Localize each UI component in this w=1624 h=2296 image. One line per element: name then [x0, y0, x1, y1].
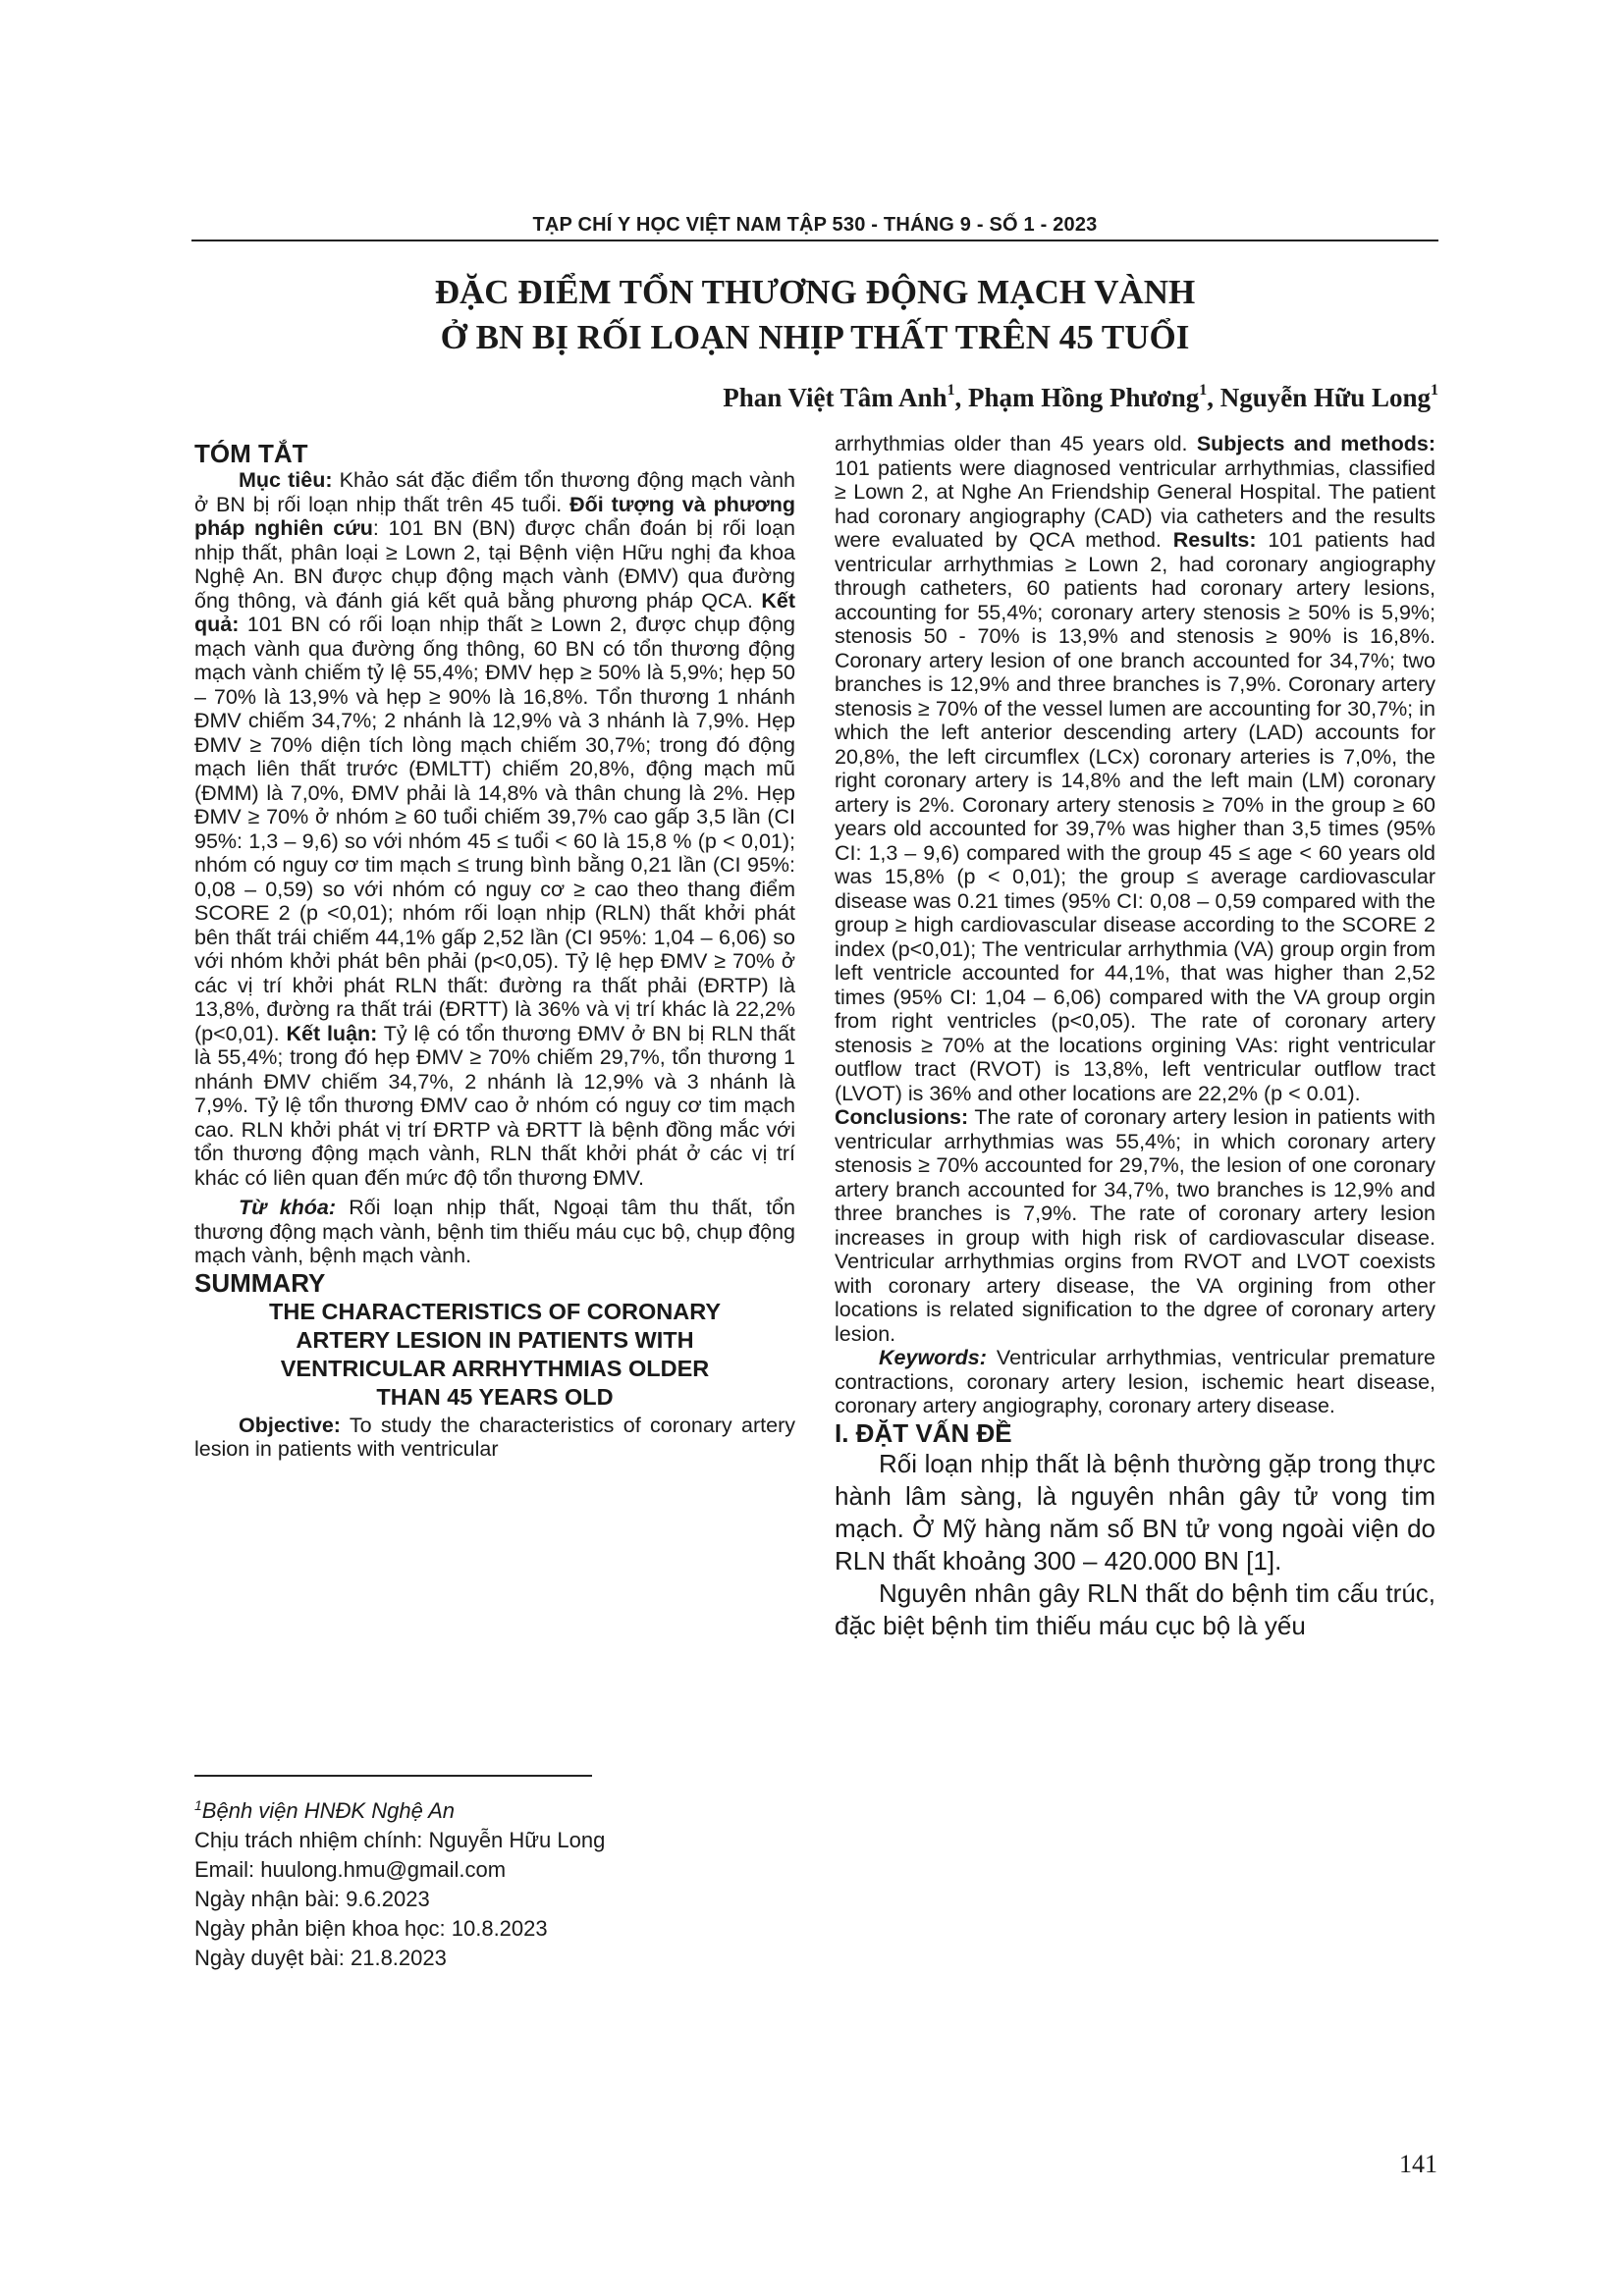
right-column — [835, 432, 1435, 1642]
abstract-vn-body — [194, 468, 795, 1190]
affiliation-note — [194, 1796, 605, 1826]
en-objective-label: Objective: — [239, 1413, 341, 1437]
author-name: Phan Việt Tâm Anh — [723, 383, 947, 412]
summary-title — [194, 1298, 795, 1412]
results-text: 101 BN có rối loạn nhịp thất ≥ Lown 2, được chụp động mạch vành qua đường ống thông, 60 BN có tổn thương động mạch vành chiếm tỷ lệ 55,4%; ĐMV hẹp ≥ 50% là 5,9%; hẹp 50 – 70% là 13,9% và hẹp ≥ 90% là 16,8%. Tổn thương 1 nhánh ĐMV chiếm 34,7%; 2 nhánh là 12,9% và 3 nhánh là 7,9%. Hẹp ĐMV ≥ 70% diện tích lòng mạch chiếm 30,7%; trong đó động mạch liên thất trước (ĐMLTT) chiếm 20,8%, động mạch mũ (ĐMM) là 7,0%, ĐMV phải là 14,8% và thân chung là 2%. Hẹp ĐMV ≥ 70% ở nhóm ≥ 60 tuổi chiếm 39,7% cao gấp 3,5 lần (CI 95%: 1,3 – 9,6) so với nhóm 45 ≤ tuổi < 60 là 15,8 % (p < 0,01); nhóm có nguy cơ tim mạch ≤ trung bình bằng 0,21 lần (CI 95%: 0,08 – 0,59) so với nhóm có nguy cơ ≥ cao theo thang điểm SCORE 2 (p <0,01); nhóm rối loạn nhịp (RLN) thất khởi phát bên thất trái chiếm 44,1% gấp 2,52 lần (CI 95%: 1,04 – 6,06) so với nhóm khởi phát bên phải (p<0,05). Tỷ lệ hẹp ĐMV ≥ 70% ở các vị trí khởi phát RLN thất: đường ra thất phải (ĐRTP) là 13,8%, đường ra thất trái (ĐRTT) là 36% và vị trí khác là 22,2% (p<0,01). — [194, 613, 795, 1045]
footnotes — [194, 1796, 605, 1973]
keywords-en-label: Keywords: — [879, 1346, 987, 1369]
results-label: Kết quả: — [194, 588, 795, 636]
en-objective-text-cont: arrhythmias older than 45 years old. — [835, 432, 1197, 455]
page-number: 141 — [1399, 2150, 1437, 2178]
en-methods-label: Subjects and methods: — [1196, 432, 1435, 455]
section-paragraph: Rối loạn nhịp thất là bệnh thường gặp trong thực hành lâm sàng, là nguyên nhân gây tử vong tim mạch. Ở Mỹ hàng năm số BN tử vong ngoài viện do RLN thất khoảng 300 – 420.000 BN [1]. — [835, 1448, 1435, 1575]
journal-header: TẠP CHÍ Y HỌC VIỆT NAM TẬP 530 - THÁNG 9 - SỐ 1 - 2023 — [532, 214, 1098, 236]
keywords-en-text: Ventricular arrhythmias, ventricular premature contractions, coronary artery lesion, ischemic heart disease, coronary artery angiography, coronary artery disease. — [835, 1346, 1435, 1417]
summary-title-line: THAN 45 YEARS OLD — [376, 1383, 614, 1410]
author-name: Phạm Hồng Phương — [968, 383, 1200, 412]
summary-body — [835, 432, 1435, 1346]
objective-label: Mục tiêu: — [239, 468, 333, 492]
left-column — [194, 439, 795, 1462]
objective-text: Khảo sát đặc điểm tổn thương động mạch vành ở BN bị rối loạn nhịp thất trên 45 tuổi. — [194, 468, 796, 516]
header-rule — [191, 240, 1438, 241]
conclusion-label: Kết luận: — [286, 1021, 378, 1045]
author-name: Nguyễn Hữu Long — [1219, 383, 1431, 412]
author-separator: , — [1207, 383, 1220, 412]
summary-heading: SUMMARY — [194, 1267, 326, 1298]
methods-label: Đối tượng và phương pháp nghiên cứu — [194, 492, 795, 540]
author-list — [723, 383, 1438, 413]
keywords-vn-text: Rối loạn nhịp thất, Ngoại tâm thu thất, tổn thương động mạch vành, bệnh tim thiếu máu cục bộ, chụp động mạch vành, bệnh mạch vành. — [194, 1196, 796, 1267]
article-title — [191, 270, 1438, 360]
review-date: Ngày phản biện khoa học: 10.8.2023 — [194, 1916, 548, 1941]
en-objective-text: To study the characteristics of coronary artery lesion in patients with ventricular — [194, 1413, 795, 1461]
footnote-rule — [194, 1775, 592, 1777]
author-affiliation-mark: 1 — [1199, 382, 1208, 399]
abstract-vn-heading: TÓM TẮT — [194, 439, 308, 468]
keywords-en — [835, 1346, 1435, 1418]
author-affiliation-mark: 1 — [947, 382, 955, 399]
affiliation-mark: 1 — [194, 1797, 202, 1813]
contact-email: Email: huulong.hmu@gmail.com — [194, 1857, 507, 1882]
summary-title-line: THE CHARACTERISTICS OF CORONARY — [269, 1298, 721, 1324]
keywords-vn-label: Từ khóa: — [239, 1196, 337, 1219]
keywords-vn — [194, 1196, 795, 1268]
summary-title-line: VENTRICULAR ARRHYTHMIAS OLDER — [280, 1355, 710, 1381]
title-line-1: ĐẶC ĐIỂM TỔN THƯƠNG ĐỘNG MẠCH VÀNH — [434, 273, 1196, 311]
en-conclusions-text: The rate of coronary artery lesion in patients with ventricular arrhythmias was 55,4%; in which coronary artery stenosis ≥ 70% accounted for 29,7%, the lesion of one coronary artery branch accounted for 34,7%, two branches is 12,9% and three branches is 7,9%. The rate of coronary artery lesion increases in group with high risk of cardiovascular disease. Ventricular arrhythmias orgins from RVOT and LVOT coexists with coronary artery disease, the VA orgining from other locations is related signification to the dgree of coronary artery lesion. — [835, 1105, 1435, 1346]
title-line-2: Ở BN BỊ RỐI LOẠN NHỊP THẤT TRÊN 45 TUỔI — [440, 318, 1190, 356]
en-conclusions-label: Conclusions: — [835, 1105, 969, 1129]
responsible-author: Chịu trách nhiệm chính: Nguyễn Hữu Long — [194, 1828, 606, 1852]
en-methods-text: 101 patients were diagnosed ventricular arrhythmias, classified ≥ Lown 2, at Nghe An Friendship General Hospital. The patient had coronary angiography (CAD) via catheters and the results were evaluated by QCA method. — [835, 455, 1435, 552]
en-results-text: 101 patients had ventricular arrhythmias ≥ Lown 2, had coronary angiography through catheters, 60 patients had coronary artery lesions, accounting for 55,4%; coronary artery stenosis ≥ 50% is 5,9%; stenosis 50 - 70% is 13,9% and stenosis ≥ 90% is 16,8%. Coronary artery lesion of one branch accounted for 34,7%; two branches is 12,9% and three branches is 7,9%. Coronary artery stenosis ≥ 70% of the vessel lumen are accounting for 30,7%; in which the left anterior descending artery (LAD) accounts for 20,8%, the left circumflex (LCx) coronary arteries is 7,0%, the right coronary artery is 14,8% and the left main (LM) coronary artery is 2%. Coronary artery stenosis ≥ 70% in the group ≥ 60 years old accounted for 39,7% was higher than 3,5 times (95% CI: 1,3 – 9,6) compared with the group 45 ≤ age < 60 years old was 15,8% (p < 0,01); the group ≤ average cardiovascular disease was 0.21 times (95% CI: 0,08 – 0,59 compared with the group ≥ high cardiovascular disease according to the SCORE 2 index (p<0,01); The ventricular arrhythmia (VA) group orgin from left ventricle accounted for 44,1%, that was higher than 2,52 times (95% CI: 1,04 – 6,06) compared with the VA group orgin from right ventricles (p<0,05). The rate of coronary artery stenosis ≥ 70% at the locations orgining VAs: right ventricular outflow tract (RVOT) is 13,8%, left ventricular outflow tract (LVOT) is 36% and other locations are 22,2% (p < 0.01). — [835, 528, 1436, 1105]
section-paragraph: Nguyên nhân gây RLN thất do bệnh tim cấu trúc, đặc biệt bệnh tim thiếu máu cục bộ là yếu — [835, 1577, 1435, 1640]
en-results-label: Results: — [1172, 528, 1257, 552]
methods-text: : 101 BN (BN) được chẩn đoán bị rối loạn nhịp thất, phân loại ≥ Lown 2, tại Bệnh viện Hữu nghị đa khoa Nghệ An. BN được chụp động mạch vành (ĐMV) qua đường ống thông, và đánh giá kết quả bằng phương pháp QCA. — [194, 516, 795, 613]
author-affiliation-mark: 1 — [1431, 382, 1438, 399]
section-heading: I. ĐẶT VẤN ĐỀ — [835, 1417, 1012, 1448]
author-separator: , — [954, 383, 969, 412]
affiliation-text: Bệnh viện HNĐK Nghệ An — [201, 1798, 456, 1823]
received-date: Ngày nhận bài: 9.6.2023 — [194, 1887, 430, 1911]
summary-body-start — [194, 1414, 795, 1462]
conclusion-text: Tỷ lệ có tổn thương ĐMV ở BN bị RLN thất là 55,4%; trong đó hẹp ĐMV ≥ 70% chiếm 29,7%, tổn thương 1 nhánh ĐMV chiếm 34,7%, 2 nhánh là 12,9% và 3 nhánh là 7,9%. Tỷ lệ tổn thương ĐMV cao ở nhóm có nguy cơ tim mạch cao. RLN khởi phát vị trí ĐRTP và ĐRTT là bệnh đồng mắc với tổn thương động mạch vành, RLN thất khởi phát ở các vị trí khác có liên quan đến mức độ tổn thương ĐMV. — [194, 1021, 795, 1190]
summary-title-line: ARTERY LESION IN PATIENTS WITH — [296, 1326, 694, 1353]
accepted-date: Ngày duyệt bài: 21.8.2023 — [194, 1946, 447, 1970]
